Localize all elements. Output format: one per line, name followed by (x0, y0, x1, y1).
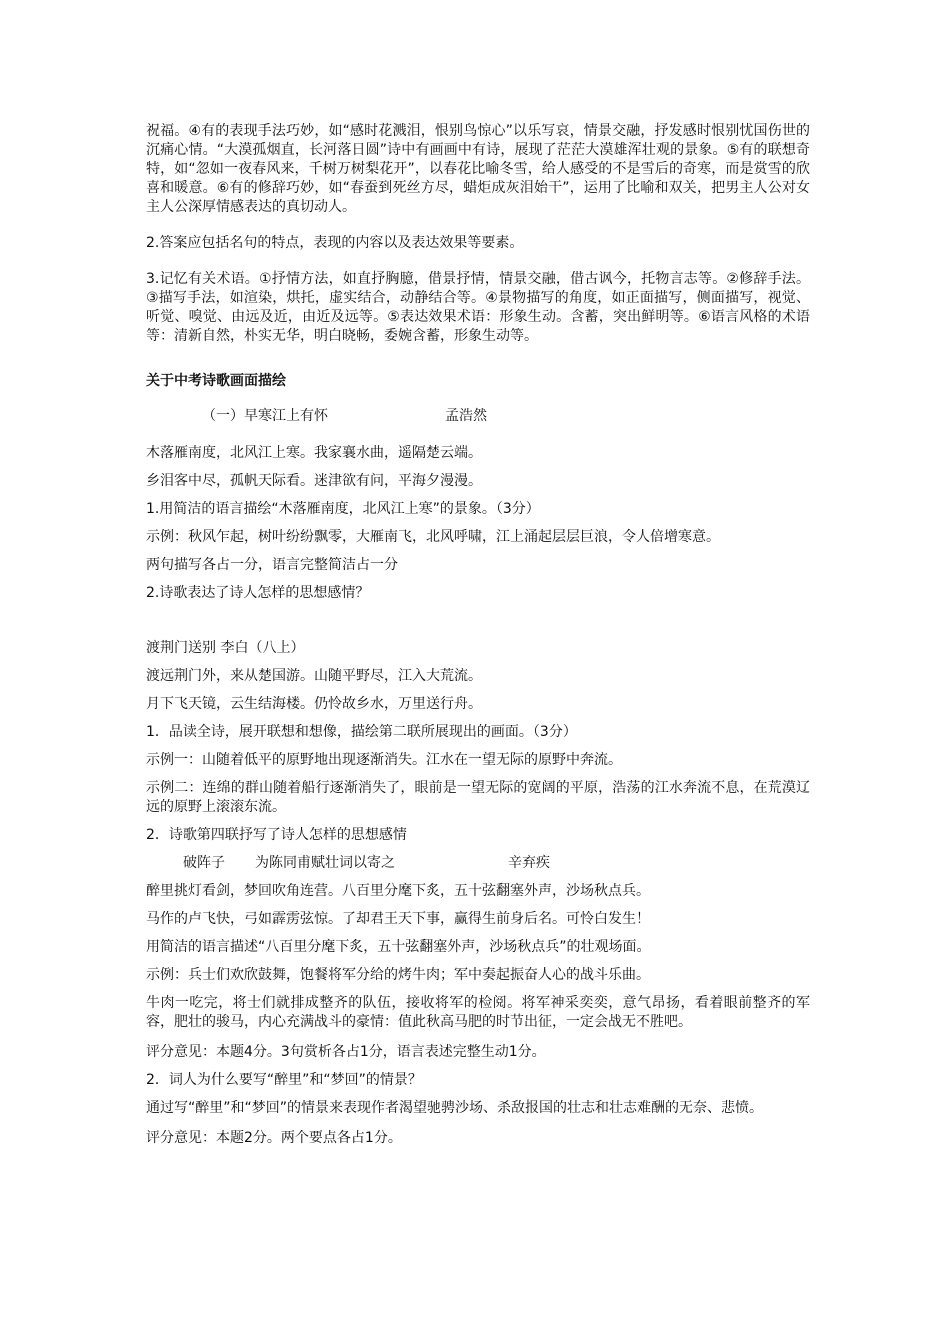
poem2-question-1: 1．品读全诗，展开联想和想像，描绘第二联所展现出的画面。（3分） (146, 724, 577, 740)
poem3-title-row (146, 854, 810, 873)
poem2-example-2: 示例二：连绵的群山随着船行逐渐消失了，眼前是一望无际的宽阔的平原，浩荡的江水奔流不息，在荒漠辽远的原野上滚滚东流。 (146, 780, 810, 815)
poem1-line-1: 木落雁南度，北风江上寒。我家襄水曲，遥隔楚云端。 (146, 445, 482, 461)
poem3-question-2: 2．词人为什么要写“醉里”和“梦回”的情景？ (146, 1072, 422, 1088)
poem1-author: 孟浩然 (445, 408, 487, 424)
poem3-scoring-2: 评分意见：本题2分。两个要点各占1分。 (146, 1130, 402, 1146)
poem2-question-2: 2．诗歌第四联抒写了诗人怎样的思想感情 (146, 827, 407, 843)
poem3-title-a: 破阵子 (183, 855, 225, 871)
document-page (146, 122, 810, 1157)
poem1-question-2: 2.诗歌表达了诗人怎样的思想感情？ (146, 585, 370, 601)
poem2-line-1: 渡远荆门外，来从楚国游。山随平野尽，江入大荒流。 (146, 668, 482, 684)
poem3-scoring-1: 评分意见：本题4分。3句赏析各占1分，语言表述完整生动1分。 (146, 1044, 546, 1060)
poem2-line-2: 月下飞天镜，云生结海楼。仍怜故乡水，万里送行舟。 (146, 696, 482, 712)
poem3-question-1: 用简洁的语言描述“八百里分麾下炙，五十弦翻塞外声，沙场秋点兵”的壮观场面。 (146, 939, 651, 955)
poem3-example: 示例：兵士们欢欣鼓舞，饱餐将军分给的烤牛肉；军中奏起振奋人心的战斗乐曲。 (146, 967, 650, 983)
poem1-title: （一）早寒江上有怀 (202, 408, 328, 424)
poem3-line-1: 醉里挑灯看剑，梦回吹角连营。八百里分麾下炙，五十弦翻塞外声，沙场秋点兵。 (146, 883, 650, 899)
intro-paragraph-2: 2.答案应包括名句的特点，表现的内容以及表达效果等要素。 (146, 235, 524, 251)
poem3-author: 辛弃疾 (508, 855, 550, 871)
poem3-line-2: 马作的卢飞快，弓如霹雳弦惊。了却君王天下事，赢得生前身后名。可怜白发生！ (146, 911, 650, 927)
poem1-scoring: 两句描写各占一分，语言完整简洁占一分 (146, 557, 398, 573)
poem1-example: 示例：秋风乍起，树叶纷纷飘零，大雁南飞，北风呼啸，江上涌起层层巨浪，令人倍增寒意。 (146, 529, 720, 545)
section-title: 关于中考诗歌画面描绘 (146, 373, 286, 389)
intro-paragraph-1: 祝福。④有的表现手法巧妙，如“感时花溅泪，恨别鸟惊心”以乐写哀，情景交融，抒发感时恨别忧国伤世的沉痛心情。“大漠孤烟直，长河落日圆”诗中有画画中有诗，展现了茫茫大漠雄浑壮观的景象。⑤有的联想奇特，如“忽如一夜春风来，千树万树梨花开”，以春花比喻冬雪，给人感受的不是雪后的奇寒，而是赏雪的欣喜和暖意。⑥有的修辞巧妙，如“春蚕到死丝方尽，蜡炬成灰泪始干”，运用了比喻和双关，把男主人公对女主人公深厚情感表达的真切动人。 (146, 123, 810, 215)
intro-paragraph-3: 3.记忆有关术语。①抒情方法，如直抒胸臆，借景抒情，情景交融，借古讽今，托物言志等。②修辞手法。③描写手法，如渲染，烘托，虚实结合，动静结合等。④景物描写的角度，如正面描写，侧面描写，视觉、听觉、嗅觉、由远及近，由近及远等。⑤表达效果术语：形象生动。含蓄，突出鲜明等。⑥语言风格的术语等：清新自然，朴实无华，明白晓畅，委婉含蓄，形象生动等。 (146, 271, 810, 344)
poem3-answer: 通过写“醉里”和“梦回”的情景来表现作者渴望驰骋沙场、杀敌报国的壮志和壮志难酬的无奈、悲愤。 (146, 1100, 764, 1116)
poem3-paragraph: 牛肉一吃完，将士们就排成整齐的队伍，接收将军的检阅。将军神采奕奕，意气昂扬，看着眼前整齐的军容，肥壮的骏马，内心充满战斗的豪情：值此秋高马肥的时节出征，一定会战无不胜吧。 (146, 995, 810, 1030)
poem1-line-2: 乡泪客中尽，孤帆天际看。迷津欲有问，平海夕漫漫。 (146, 473, 482, 489)
poem2-title: 渡荆门送别 李白（八上） (146, 640, 305, 656)
poem2-example-1: 示例一：山随着低平的原野地出现逐渐消失。江水在一望无际的原野中奔流。 (146, 752, 622, 768)
poem3-title-b: 为陈同甫赋壮词以寄之 (255, 855, 395, 871)
poem1-question-1: 1.用简洁的语言描绘“木落雁南度，北风江上寒”的景象。（3分） (146, 501, 540, 517)
poem1-title-row (146, 407, 810, 426)
